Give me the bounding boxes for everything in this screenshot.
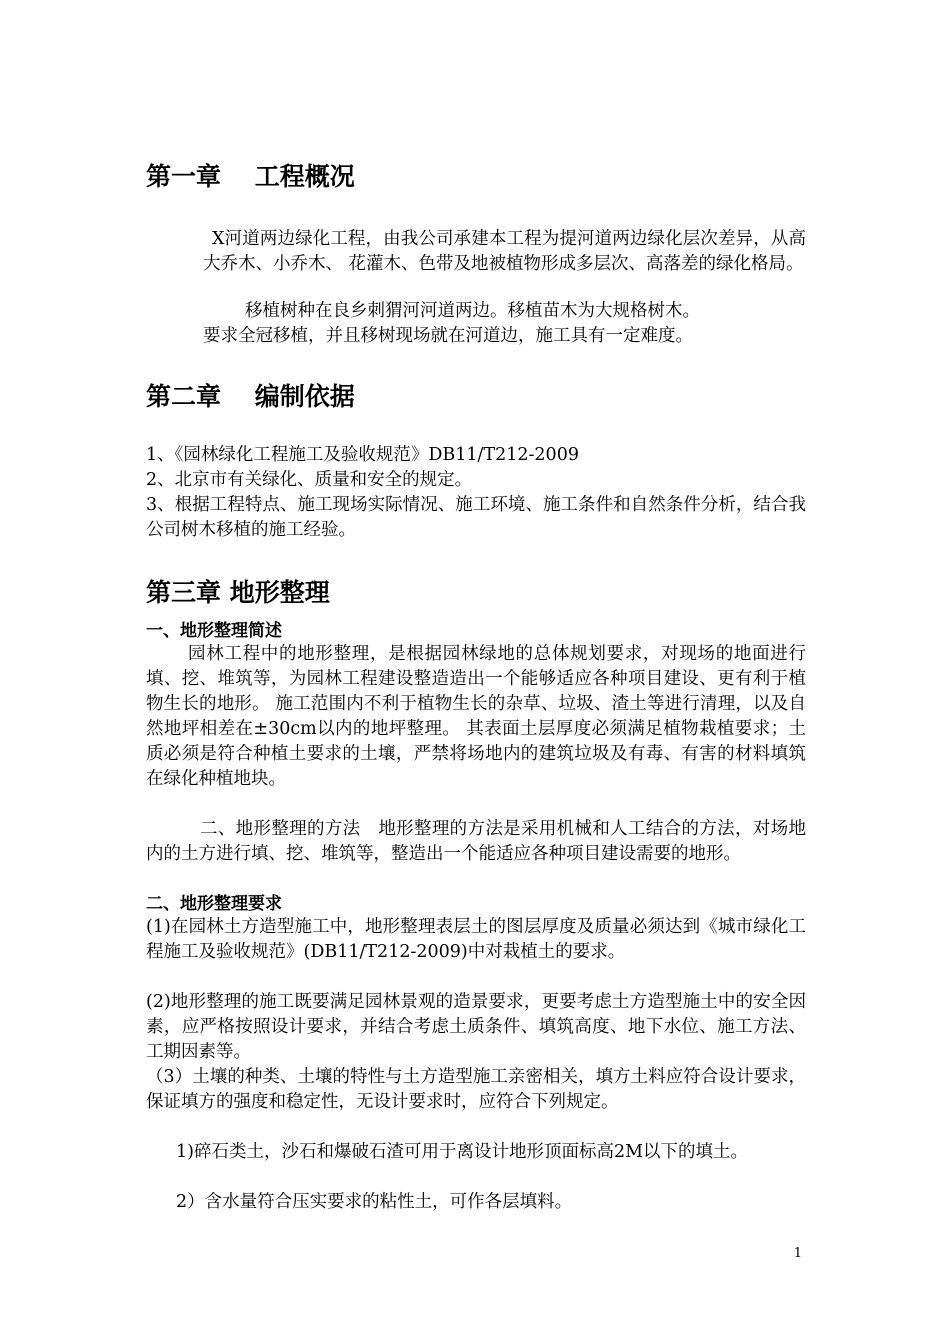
section-1-heading: 一、地形整理简述 [146, 621, 282, 641]
chapter-1-paragraph-1: X河道两边绿化工程，由我公司承建本工程为提河道两边绿化层次差异，从高大乔木、小乔木、 花灌木、色带及地被植物形成多层次、高落差的绿化格局。 [203, 229, 806, 274]
basis-item-1: 1、《园林绿化工程施工及验收规范》DB11/T212-2009 [146, 445, 579, 465]
section-1-paragraph: 园林工程中的地形整理，是根据园林绿地的总体规划要求，对现场的地面进行填、挖、堆筑等，为园林工程建设整造造出一个能够适应各种项目建设、更有利于植物生长的地形。 施工范围内不利于植物生长的杂草、垃圾、渣土等进行清理，以及自然地坪相差在±30cm以内的地坪整理。 其表面土层厚度必须满足植物栽植要求；土质必须是符合种植土要求的土壤，严禁将场地内的建筑垃圾及有毒、有害的材料填筑在绿化种植地块。 [146, 644, 806, 789]
requirement-3: （3）土壤的种类、土壤的特性与土方造型施工亲密相关，填方土料应符合设计要求，保证填方的强度和稳定性，无设计要求时，应符合下列规定。 [146, 1067, 806, 1112]
requirement-2: (2)地形整理的施工既要满足园林景观的造景要求，更要考虑土方造型施土中的安全因素，应严格按照设计要求，并结合考虑土质条件、填筑高度、地下水位、施工方法、工期因素等。 [146, 992, 806, 1062]
section-2-paragraph: 二、地形整理的方法 地形整理的方法是采用机械和人工结合的方法，对场地内的土方进行填、挖、堆筑等，整造出一个能适应各种项目建设需要的地形。 [146, 819, 806, 864]
chapter-1-paragraph-2a: 移植树种在良乡刺猬河河道两边。移植苗木为大规格树木。 [245, 301, 700, 321]
chapter-1-title: 第一章 工程概况 [146, 162, 355, 191]
chapter-2-title: 第二章 编制依据 [146, 382, 355, 411]
chapter-1-paragraph-2b: 要求全冠移植，并且移树现场就在河道边，施工具有一定难度。 [203, 326, 693, 346]
basis-item-3: 3、根据工程特点、施工现场实际情况、施工环境、施工条件和自然条件分析，结合我公司树木移植的施工经验。 [146, 495, 806, 540]
section-3-heading: 二、地形整理要求 [146, 894, 282, 914]
page-number: 1 [793, 1246, 802, 1261]
basis-item-2: 2、北京市有关绿化、质量和安全的规定。 [146, 470, 473, 490]
chapter-3-title: 第三章 地形整理 [146, 578, 330, 607]
requirement-1: (1)在园林土方造型施工中，地形整理表层土的图层厚度及质量必须达到《城市绿化工程施工及验收规范》(DB11/T212-2009)中对栽植土的要求。 [146, 917, 806, 962]
requirement-5: 2）含水量符合压实要求的粘性土，可作各层填料。 [176, 1192, 573, 1212]
requirement-4: 1)碎石类土，沙石和爆破石渣可用于离设计地形顶面标高2M以下的填土。 [176, 1142, 749, 1162]
